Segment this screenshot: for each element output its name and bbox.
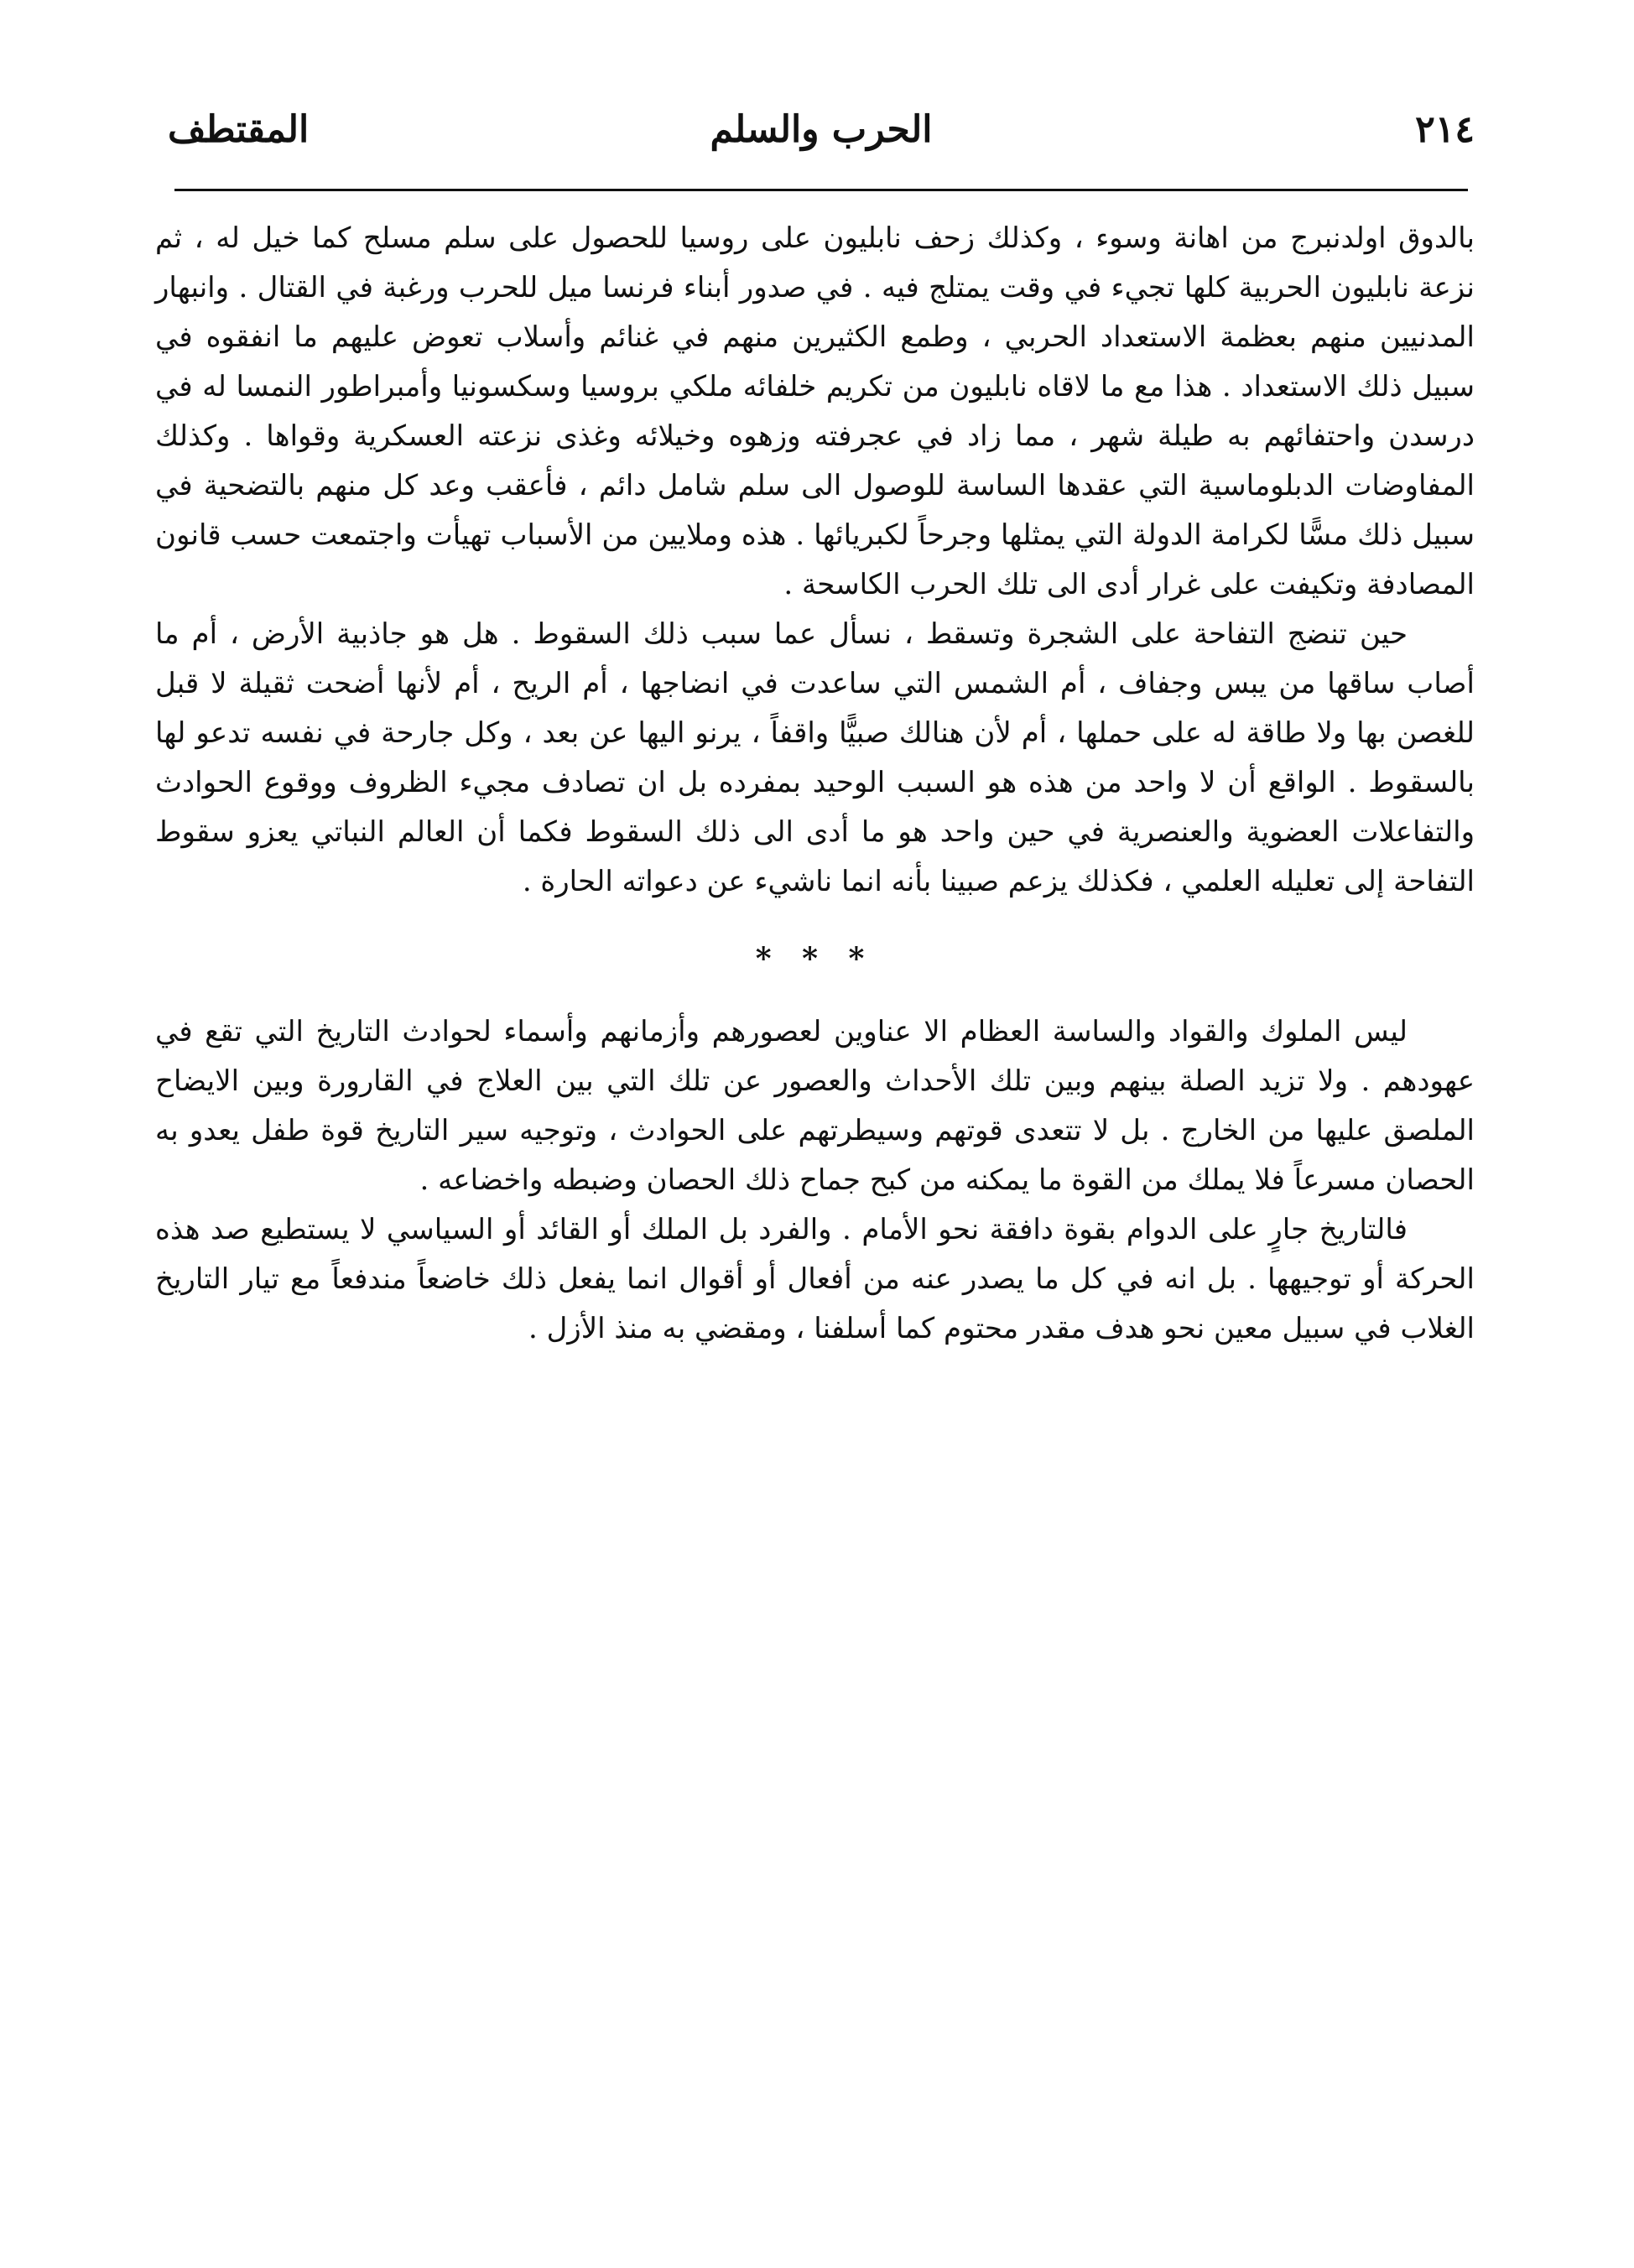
body-text: [155, 214, 1475, 1354]
header-rule: [174, 189, 1468, 191]
journal-name: المقتطف: [168, 108, 310, 151]
page-header: [151, 101, 1491, 159]
section-separator: * * *: [755, 941, 875, 976]
running-title: الحرب والسلم: [710, 108, 933, 151]
paragraph-3: ليس الملوك والقواد والساسة العظام الا عناوين لعصورهم وأزمانهم وأسماء لحوادث التاريخ التي تقع في عهودهم . ولا تزيد الصلة بينهم وبين تلك الأحداث والعصور عن تلك التي بين العلاج في القارورة وبين الايضاح الملصق عليها من الخارج . بل لا تتعدى قوتهم وسيطرتهم على الحوادث ، وتوجيه سير التاريخ قوة طفل يعدو به الحصان مسرعاً فلا يملك من القوة ما يمكنه من كبح جماح ذلك الحصان وضبطه واخضاعه .: [155, 1015, 1475, 1197]
paragraph-2: حين تنضج التفاحة على الشجرة وتسقط ، نسأل عما سبب ذلك السقوط . هل هو جاذبية الأرض ، أم ما أصاب ساقها من يبس وجفاف ، أم الشمس التي ساعدت في انضاجها ، أم الريح ، أم لأنها أضحت ثقيلة لا قبل للغصن بها ولا طاقة له على حملها ، أم لأن هنالك صبيًّا واقفاً ، يرنو اليها عن بعد ، وكل جارحة في نفسه تدعو لها بالسقوط . الواقع أن لا واحد من هذه هو السبب الوحيد بمفرده بل ان تصادف مجيء الظروف ووقوع الحوادث والتفاعلات العضوية والعنصرية في حين واحد هو ما أدى الى ذلك السقوط فكما أن العالم النباتي يعزو سقوط التفاحة إلى تعليله العلمي ، فكذلك يزعم صبينا بأنه انما ناشيء عن دعواته الحارة .: [155, 617, 1475, 898]
page-number: ٢١٤: [1415, 108, 1475, 151]
paragraph-1: بالدوق اولدنبرج من اهانة وسوء ، وكذلك زحف نابليون على روسيا للحصول على سلم مسلح كما خيل له ، ثم نزعة نابليون الحربية كلها تجيء في وقت يمتلج فيه . في صدور أبناء فرنسا ميل للحرب ورغبة في القتال . وانبهار المدنيين منهم بعظمة الاستعداد الحربي ، وطمع الكثيرين منهم في غنائم وأسلاب تعوض عليهم ما انفقوه في سبيل ذلك الاستعداد . هذا مع ما لاقاه نابليون من تكريم خلفائه ملكي بروسيا وسكسونيا وأمبراطور النمسا له في درسدن واحتفائهم به طيلة شهر ، مما زاد في عجرفته وزهوه وخيلائه وغذى نزعته العسكرية وقواها . وكذلك المفاوضات الدبلوماسية التي عقدها الساسة للوصول الى سلم شامل دائم ، فأعقب وعد كل منهم بالتضحية في سبيل ذلك مسًّا لكرامة الدولة التي يمثلها وجرحاً لكبريائها . هذه وملايين من الأسباب تهيأت واجتمعت حسب قانون المصادفة وتكيفت على غرار أدى الى تلك الحرب الكاسحة .: [155, 221, 1475, 601]
paragraph-4: فالتاريخ جارٍ على الدوام بقوة دافقة نحو الأمام . والفرد بل الملك أو القائد أو السياسي لا يستطيع صد هذه الحركة أو توجيهها . بل انه في كل ما يصدر عنه من أفعال أو أقوال انما يفعل ذلك خاضعاً مندفعاً مع تيار التاريخ الغلاب في سبيل معين نحو هدف مقدر محتوم كما أسلفنا ، ومقضي به منذ الأزل .: [155, 1213, 1475, 1345]
